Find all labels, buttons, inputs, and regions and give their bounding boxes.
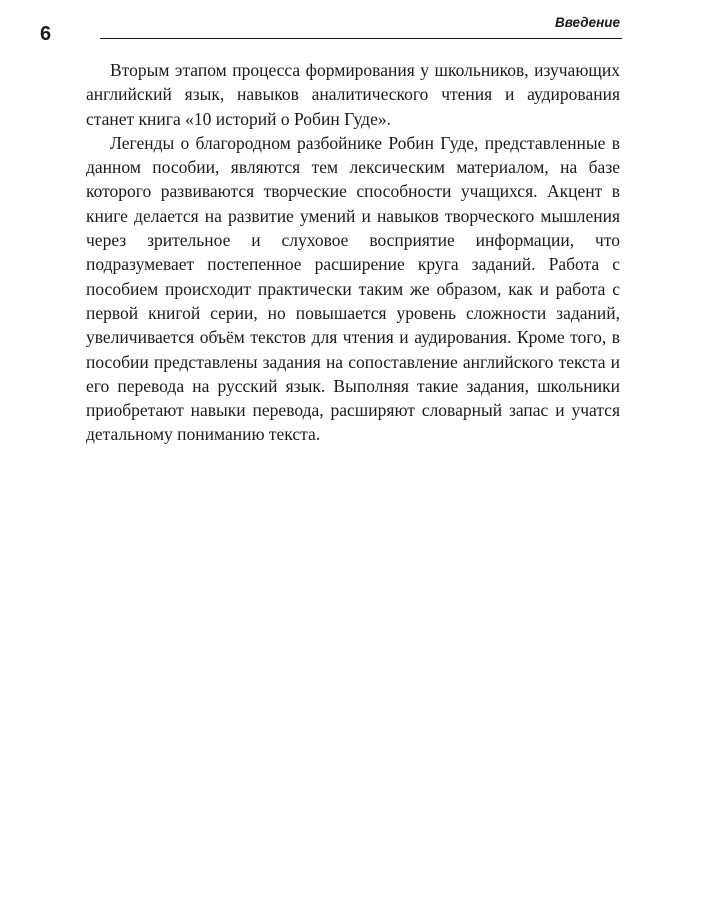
page-number: 6 — [40, 23, 52, 45]
paragraph: Вторым этапом процесса формирования у школьников, изучающих английский язык, навыков аналитического чтения и аудирования станет книга «10 историй о Робин Гуде». — [86, 60, 620, 129]
paragraph: Легенды о благородном разбойнике Робин Гуде, представленные в данном пособии, являются тем лексическим материалом, на базе которого развиваются творческие способности учащихся. Акцент в книге делается на развитие умений и навыков творческого мышления через зрительное и слуховое восприятие информации, что подразумевает постепенное расширение круга заданий. Работа с пособием происходит практически таким же образом, как и работа с первой книгой серии, но повышается уровень сложности заданий, увеличивается объём текстов для чтения и аудирования. Кроме того, в пособии представлены задания на сопоставление английского текста и его перевода на русский язык. Выполняя такие задания, школьники приобретают навыки перевода, расширяют словарный запас и учатся детальному пониманию текста. — [86, 132, 620, 445]
section-title: Введение — [554, 15, 620, 30]
header-rule — [100, 38, 622, 39]
running-header — [40, 14, 622, 44]
main-text — [86, 58, 620, 447]
